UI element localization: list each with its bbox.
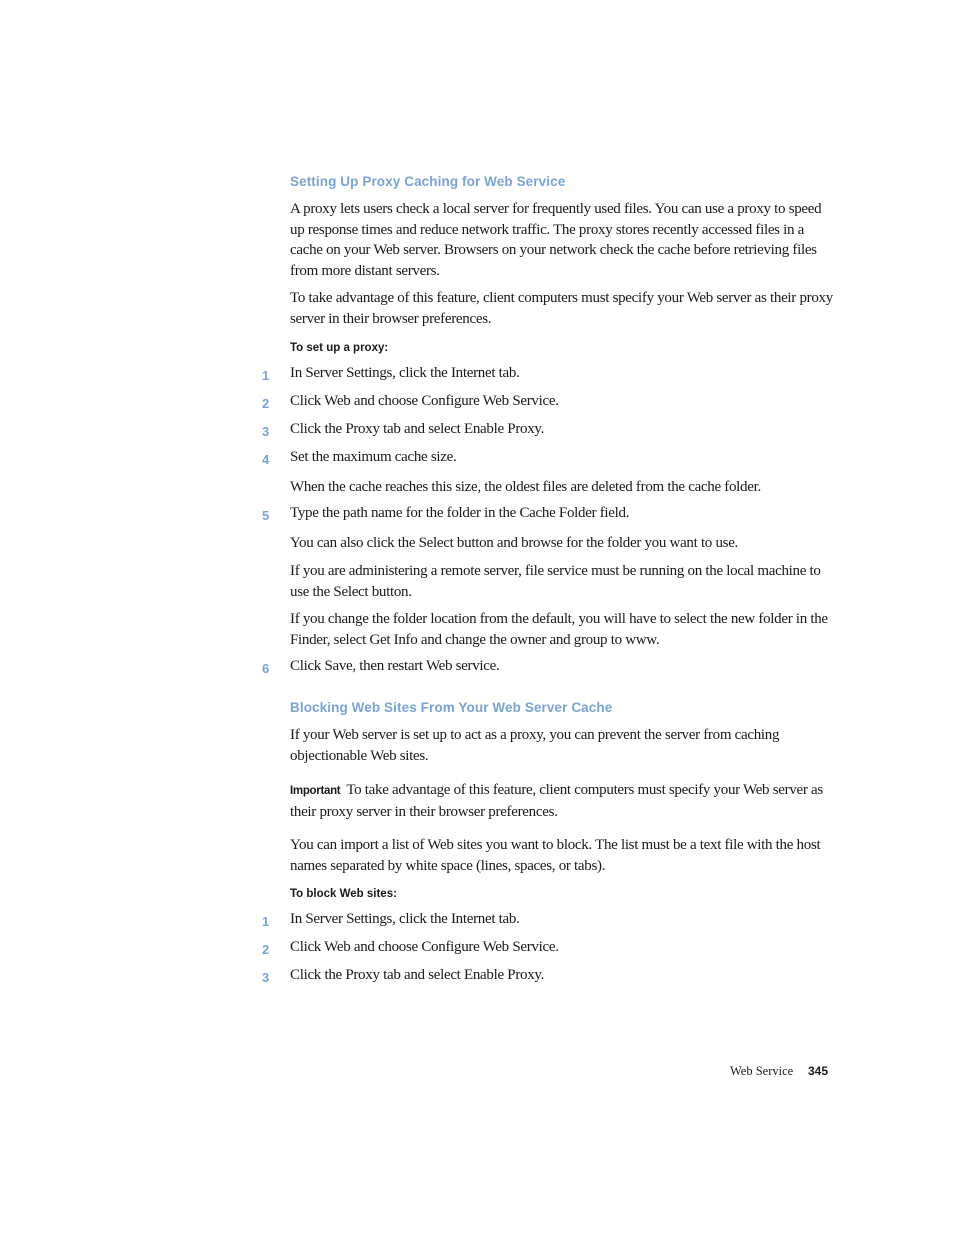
step-number: 6 (262, 661, 270, 676)
step-number: 1 (262, 914, 270, 929)
step-number: 2 (262, 396, 270, 411)
step-number: 3 (262, 970, 270, 985)
footer-chapter-label: Web Service (730, 1064, 794, 1078)
paragraph-proxy-intro: A proxy lets users check a local server for frequently used files. You can use a proxy to speed up response times and reduce network traffic. The proxy stores recently accessed files in a cache on your Web server. Browsers on your network check the cache before retrieving files from more distant servers. (290, 201, 822, 279)
footer-page-number: 345 (808, 1064, 829, 1078)
step-text: Click Web and choose Configure Web Service. (290, 939, 559, 955)
procedure-lead-setup-proxy: To set up a proxy: (290, 342, 389, 354)
paragraph-blocking-intro: If your Web server is set up to act as a proxy, you can prevent the server from caching objectionable Web sites. (290, 727, 780, 764)
step-number: 4 (262, 452, 270, 467)
step-note: If you change the folder location from the default, you will have to select the new folder in the Finder, select Get Info and change the owner and group to www. (290, 611, 828, 648)
important-text: To take advantage of this feature, client computers must specify your Web server as their proxy server in their browser preferences. (290, 782, 823, 820)
step-text: Type the path name for the folder in the Cache Folder field. (290, 505, 630, 521)
step-number: 1 (262, 368, 270, 383)
paragraph-import-list: You can import a list of Web sites you want to block. The list must be a text file with the host names separated by white space (lines, spaces, or tabs). (290, 837, 821, 874)
section-heading-blocking-sites: Blocking Web Sites From Your Web Server Cache (290, 700, 613, 715)
step-text: In Server Settings, click the Internet tab. (290, 365, 520, 381)
paragraph-proxy-client: To take advantage of this feature, client computers must specify your Web server as their proxy server in their browser preferences. (290, 290, 833, 327)
step-text: Click Web and choose Configure Web Service. (290, 393, 559, 409)
important-note (290, 780, 835, 822)
step-text: Set the maximum cache size. (290, 449, 457, 465)
step-text: Click the Proxy tab and select Enable Proxy. (290, 967, 545, 983)
procedure-lead-block-sites: To block Web sites: (290, 888, 397, 900)
step-note: You can also click the Select button and browse for the folder you want to use. (290, 535, 739, 551)
important-label: Important (290, 785, 341, 797)
step-note: When the cache reaches this size, the oldest files are deleted from the cache folder. (290, 479, 761, 495)
step-note: If you are administering a remote server, file service must be running on the local machine to use the Select button. (290, 563, 821, 600)
step-number: 5 (262, 508, 270, 523)
step-number: 3 (262, 424, 270, 439)
step-text: In Server Settings, click the Internet tab. (290, 911, 520, 927)
section-heading-proxy-caching: Setting Up Proxy Caching for Web Service (290, 174, 566, 189)
step-text: Click the Proxy tab and select Enable Proxy. (290, 421, 545, 437)
step-text: Click Save, then restart Web service. (290, 658, 500, 674)
step-number: 2 (262, 942, 270, 957)
